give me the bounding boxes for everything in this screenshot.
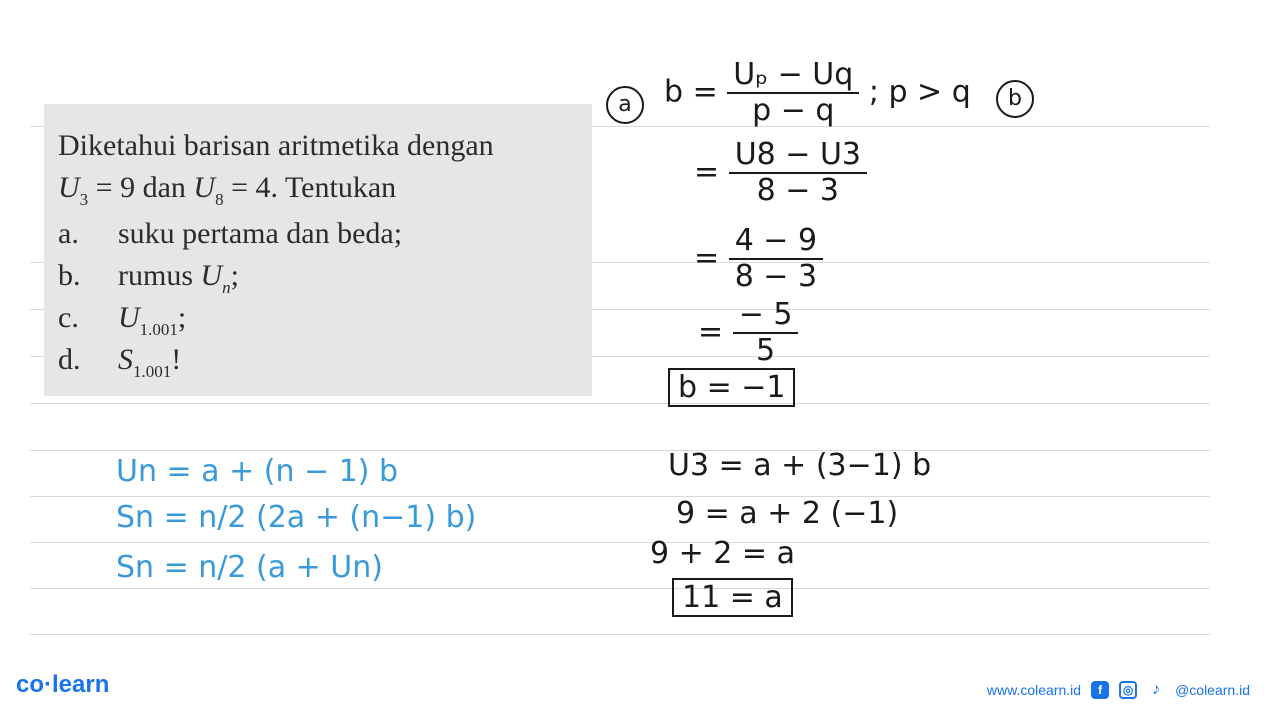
step-nine-plus-two: 9 + 2 = a (650, 536, 795, 571)
ruled-line (30, 496, 1210, 497)
step-substitute-indices: = $\frac{U8 - U3}{8 - 3}$ (694, 138, 867, 208)
fraction-general: $\frac{\text{Uₚ − Uq}}{p - q}$ (727, 58, 859, 128)
question-item-d: d. $S_{1.001}$! (58, 343, 182, 381)
footer-links (987, 681, 1250, 699)
website-link[interactable]: www.colearn.id (986, 682, 1082, 698)
question-item-b: b. rumus $U_n$; (58, 259, 240, 297)
instagram-icon[interactable]: ◎ (1119, 681, 1137, 699)
social-handle[interactable]: @colearn.id (1175, 682, 1250, 698)
result-b: b = −1 (668, 370, 795, 405)
question-panel (44, 104, 592, 396)
mark-b: b (996, 78, 1034, 118)
step-substitute-values: = $\frac{4 - 9}{8 - 3}$ (694, 224, 823, 294)
question-item-a: a. suku pertama dan beda; (58, 217, 403, 250)
question-intro: Diketahui barisan aritmetika dengan (58, 129, 494, 162)
step-simplify: = $\frac{- 5}{5}$ (698, 298, 798, 368)
facebook-icon[interactable]: f (1091, 681, 1109, 699)
question-givens: $U_3 = 9$ dan $U_8 = 4$. Tentukan (58, 171, 397, 209)
diff-formula: b = $\frac{\text{Uₚ − Uq}}{p - q}$ ; p > q (664, 57, 971, 128)
ruled-line (30, 634, 1210, 635)
question-item-c: c. $U_{1.001}$; (58, 301, 187, 339)
formula-sn-2: Sn = n/2 (a + Un) (116, 550, 383, 585)
formula-un: Un = a + (n − 1) b (116, 454, 399, 489)
colearn-logo: co·learn (16, 671, 110, 698)
step-u3-equation: U3 = a + (3−1) b (668, 448, 932, 483)
tiktok-icon[interactable]: ♪ (1152, 681, 1161, 698)
step-nine-equation: 9 = a + 2 (−1) (676, 496, 899, 531)
result-a: 11 = a (672, 580, 793, 615)
ruled-line (30, 588, 1210, 589)
ruled-line (30, 403, 1210, 404)
ruled-line (30, 542, 1210, 543)
ruled-line (30, 450, 1210, 451)
formula-sn-1: Sn = n/2 (2a + (n−1) b) (116, 500, 477, 535)
mark-a: a (606, 84, 644, 124)
